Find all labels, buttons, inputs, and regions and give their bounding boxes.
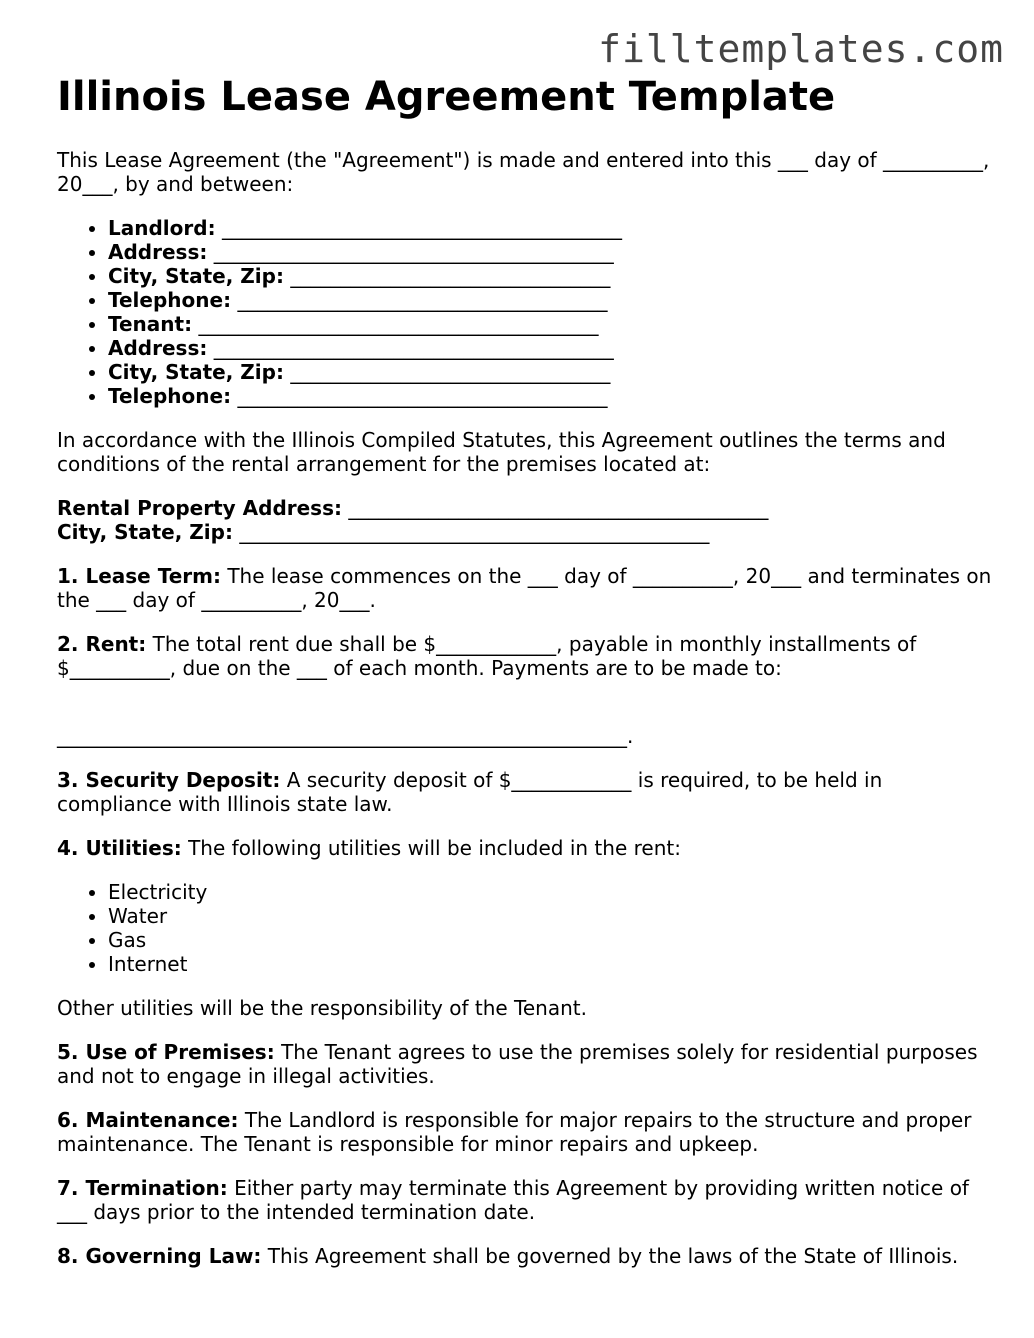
section-maintenance xyxy=(57,1108,992,1156)
party-label: City, State, Zip: xyxy=(108,264,284,288)
property-city-label: City, State, Zip: xyxy=(57,520,233,544)
utilities-list xyxy=(57,880,992,976)
section-utilities xyxy=(57,836,992,860)
intro-paragraph: This Lease Agreement (the "Agreement") is made and entered into this ___ day of __________, 20___, by and between: xyxy=(57,148,990,196)
section-text: This Agreement shall be governed by the laws of the State of Illinois. xyxy=(267,1244,959,1268)
party-blank: ________________________________________ xyxy=(198,312,599,336)
property-block xyxy=(57,496,992,544)
utility-item: • Water xyxy=(108,904,992,928)
party-label: Address: xyxy=(108,336,208,360)
utilities-note: Other utilities will be the responsibility of the Tenant. xyxy=(57,996,587,1020)
section-security-deposit xyxy=(57,768,992,816)
party-tenant xyxy=(108,312,992,336)
section-heading: 8. Governing Law: xyxy=(57,1244,262,1268)
parties-list xyxy=(57,216,992,408)
section-text: The following utilities will be included in the rent: xyxy=(188,836,681,860)
utility-item: • Internet xyxy=(108,952,992,976)
party-tenant-city xyxy=(108,360,992,384)
party-blank: ________________________________________ xyxy=(213,240,614,264)
utility-item: • Gas xyxy=(108,928,992,952)
section-heading: 5. Use of Premises: xyxy=(57,1040,275,1064)
section-heading: 7. Termination: xyxy=(57,1176,228,1200)
section-text: A security deposit of $____________ is required, to be held in compliance with Illinois state law. xyxy=(57,768,883,816)
party-blank: _____________________________________ xyxy=(237,384,608,408)
section-text: The lease commences on the ___ day of __________, 20___ and terminates on the ___ day of __________, 20___. xyxy=(57,564,992,612)
party-blank: _____________________________________ xyxy=(237,288,608,312)
document-title: Illinois Lease Agreement Template xyxy=(57,74,836,120)
section-heading: 1. Lease Term: xyxy=(57,564,221,588)
rent-payee-line: _________________________________________________________. xyxy=(57,724,634,748)
section-heading: 2. Rent: xyxy=(57,632,147,656)
watermark: filltemplates.com xyxy=(598,27,1004,71)
party-landlord-telephone xyxy=(108,288,992,312)
section-heading: 4. Utilities: xyxy=(57,836,182,860)
party-label: Telephone: xyxy=(108,288,232,312)
utility-item: • Electricity xyxy=(108,880,992,904)
section-governing-law xyxy=(57,1244,992,1268)
section-text: The Tenant agrees to use the premises solely for residential purposes and not to engage in illegal activities. xyxy=(57,1040,978,1088)
property-city-blank: _______________________________________________ xyxy=(239,520,710,544)
party-label: Landlord: xyxy=(108,216,216,240)
party-landlord-city xyxy=(108,264,992,288)
property-address-blank: __________________________________________ xyxy=(348,496,769,520)
party-tenant-address xyxy=(108,336,992,360)
section-use-of-premises xyxy=(57,1040,992,1088)
party-blank: ________________________________ xyxy=(290,264,611,288)
party-label: City, State, Zip: xyxy=(108,360,284,384)
section-rent xyxy=(57,632,992,680)
party-blank: ________________________________ xyxy=(290,360,611,384)
section-lease-term xyxy=(57,564,992,612)
statute-paragraph: In accordance with the Illinois Compiled Statutes, this Agreement outlines the terms and conditions of the rental arrangement for the premises located at: xyxy=(57,428,946,476)
party-blank: ________________________________________ xyxy=(213,336,614,360)
party-label: Telephone: xyxy=(108,384,232,408)
section-text: The Landlord is responsible for major repairs to the structure and proper maintenance. The Tenant is responsible for minor repairs and upkeep. xyxy=(57,1108,972,1156)
party-label: Address: xyxy=(108,240,208,264)
party-label: Tenant: xyxy=(108,312,193,336)
document-body xyxy=(57,148,992,1288)
party-tenant-telephone xyxy=(108,384,992,408)
property-address-label: Rental Property Address: xyxy=(57,496,342,520)
section-termination xyxy=(57,1176,992,1224)
section-heading: 3. Security Deposit: xyxy=(57,768,281,792)
section-text: The total rent due shall be $____________, payable in monthly installments of $__________, due on the ___ of each month. Payments are to be made to: xyxy=(57,632,917,680)
party-landlord xyxy=(108,216,992,240)
section-text: Either party may terminate this Agreement by providing written notice of ___ days prior to the intended termination date. xyxy=(57,1176,969,1224)
section-heading: 6. Maintenance: xyxy=(57,1108,239,1132)
party-blank: ________________________________________ xyxy=(221,216,622,240)
party-landlord-address xyxy=(108,240,992,264)
